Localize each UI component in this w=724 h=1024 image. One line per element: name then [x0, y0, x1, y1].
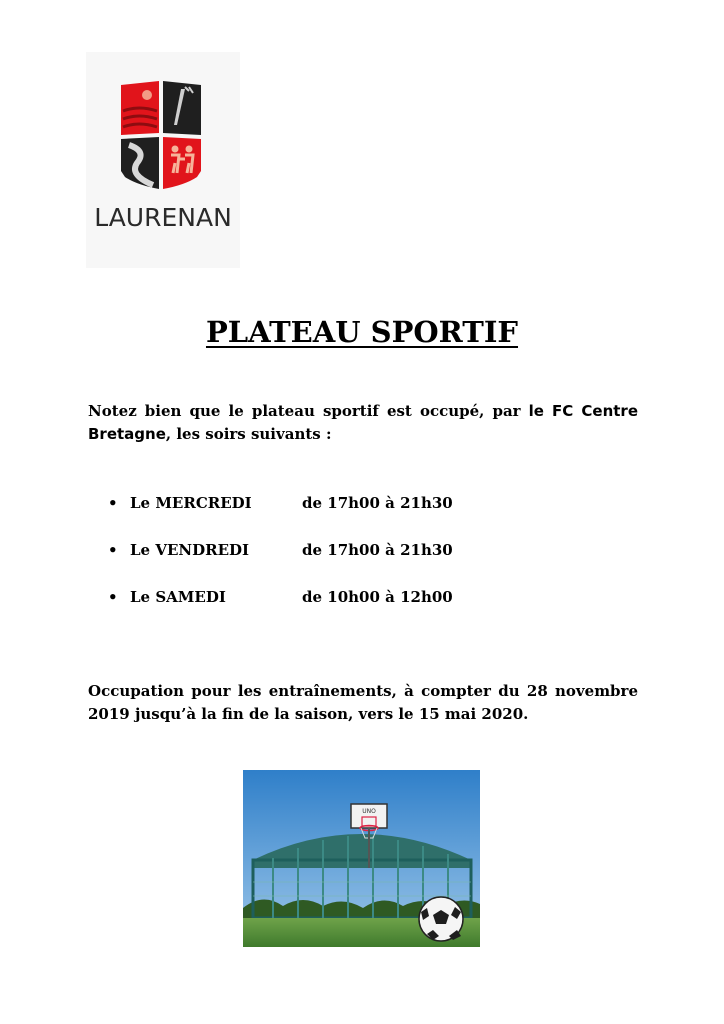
laurenan-crest-icon: [119, 81, 203, 193]
sports-court-illustration: [243, 770, 480, 947]
basket-label: UNO: [362, 808, 376, 815]
schedule-hours: de 17h00 à 21h30: [302, 541, 453, 559]
schedule-day: Le MERCREDI: [130, 494, 252, 512]
intro-text-before: Notez bien que le plateau sportif est occupé, par: [88, 402, 529, 420]
schedule-item-friday: [108, 541, 628, 565]
schedule-item-saturday: [108, 588, 628, 612]
schedule-day: Le SAMEDI: [130, 588, 226, 606]
schedule-item-wednesday: [108, 494, 628, 518]
intro-text-after: , les soirs suivants :: [165, 425, 332, 443]
sports-court-photo: [243, 770, 480, 947]
occupation-note: Occupation pour les entraînements, à compter du 28 novembre 2019 jusqu’à la fin de la saison, vers le 15 mai 2020.: [88, 682, 638, 723]
club-name: le FC Centre Bretagne: [88, 402, 638, 443]
bullet-icon: •: [108, 494, 118, 512]
logo-text: LAURENAN: [94, 203, 232, 232]
intro-paragraph: [88, 400, 638, 446]
bullet-icon: •: [108, 588, 118, 606]
schedule-hours: de 10h00 à 12h00: [302, 588, 453, 606]
schedule-hours: de 17h00 à 21h30: [302, 494, 453, 512]
bullet-icon: •: [108, 541, 118, 559]
laurenan-logo: [86, 52, 240, 268]
schedule-day: Le VENDREDI: [130, 541, 250, 559]
page-title: PLATEAU SPORTIF: [205, 315, 519, 349]
